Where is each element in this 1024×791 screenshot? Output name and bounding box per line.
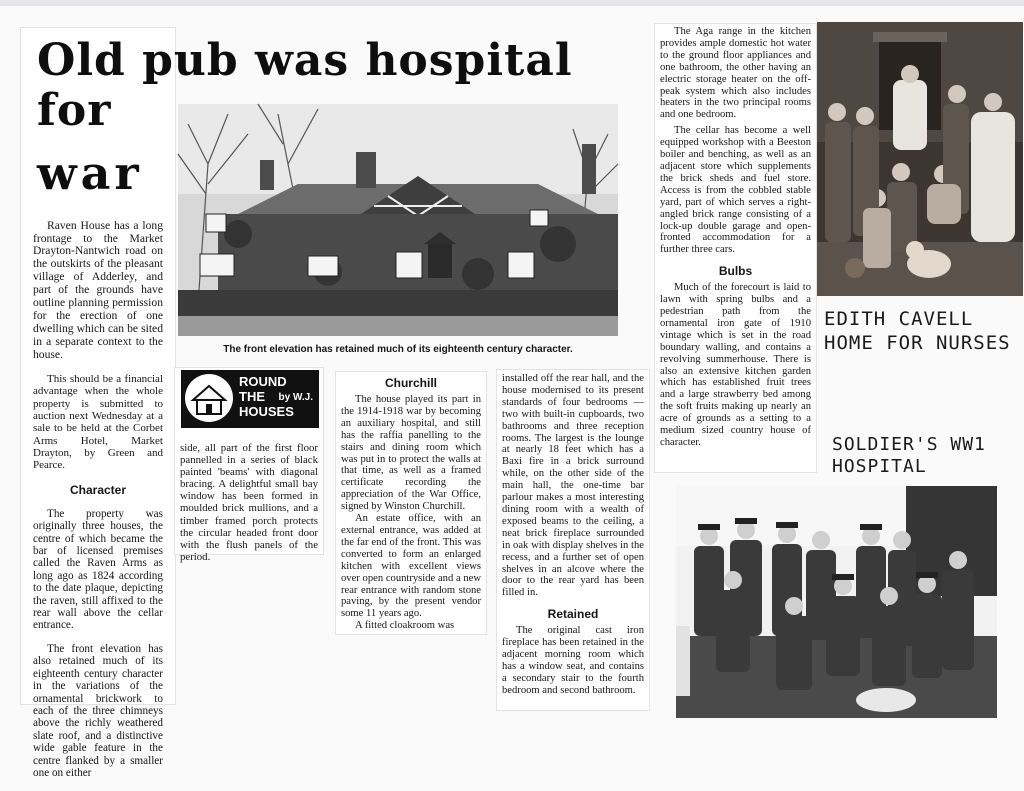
soldiers-group-illustration <box>676 486 997 718</box>
nurses-group-illustration <box>817 22 1023 296</box>
house-photo-caption: The front elevation has retained much of its eighteenth century character. <box>223 344 573 355</box>
churchill-heading: Churchill <box>384 376 437 390</box>
round-houses-masthead <box>181 370 319 428</box>
right-paragraph-2: The cellar has become a well equipped workshop with a Beeston boiler and benching, as well as an adjacent store which supplements the brick sheds and fuel store. Access is from the cobbled stable yard, part of which serves a right-angled brick range consisting of a lock-up double garage and open-fronted accommodation for a further three cars. <box>660 125 811 256</box>
middle-paragraph-2: The original cast iron fireplace has been retained in the adjacent morning room which has a window seat, and contains a secondary stair to the fourth bedroom and second bathroom. <box>502 625 644 696</box>
right-paragraph-1: The Aga range in the kitchen provides ample domestic hot water to the ground floor appliances and one bathroom, the other having an electric storage heater on the off-peak system which also includes heaters in the two principal rooms and one bedroom. <box>660 26 811 121</box>
left-column-text <box>33 208 163 791</box>
round-houses-title-1: ROUND <box>239 374 287 389</box>
bulbs-heading: Bulbs <box>718 264 753 279</box>
round-houses-byline: by W.J. <box>278 392 313 403</box>
left-paragraph-3: The property was originally three houses, the centre of which became the bar of licensed premises called the Raven Arms as long ago as 1824 according to the date plaque, depicting the raven, still affixed to the rear wall above the cellar entrance. <box>33 507 163 632</box>
note-soldiers-line-2: HOSPITAL <box>832 456 927 477</box>
left-paragraph-1: Raven House has a long frontage to the Market Drayton-Nantwich road on the outskirts of the pleasant village of Adderley, and part of the grounds have outline planning permission for the erection of one dwelling which can be sited in a separate context to the house. <box>33 218 163 361</box>
headline-line-2: for <box>37 85 112 136</box>
retained-heading: Retained <box>547 607 599 622</box>
soldiers-photo <box>676 486 997 718</box>
headline-line-3: war <box>37 146 143 200</box>
round-houses-title-2: THE <box>239 389 265 404</box>
right-column-clipping <box>655 24 816 472</box>
round-houses-clipping <box>175 368 323 563</box>
right-paragraph-3: Much of the forecourt is laid to lawn with spring bulbs and a pedestrian path from the ornamental iron gate of 1910 vintage which is set in the road boundary walling, and contains a revolving summerhouse. There is also an extensive kitchen garden which has established fruit trees and a large strawberry bed among the soft fruits making up nearly an acre of grounds as a setting to a medium sized country house of character. <box>660 282 811 448</box>
house-photo <box>178 104 618 336</box>
house-logo-icon <box>185 374 233 422</box>
middle-paragraph-1: installed off the rear hall, and the house modernised to its present standards of four bedrooms — two with built-in cupboards, two bathrooms and three reception rooms. The largest is the lounge at nearly 18 feet which has a Baxi fire in a brick surround while, on the other side of the main hall, the one-time bar parlour makes a most interesting dining room with a wealth of exposed beams to the ceiling, a neat brick fireplace surrounded in oak with display shelves in the recess, and a further set of open shelves in an alcove where the door to the rear yard has been filled in. <box>502 373 644 599</box>
note-nurses-line-2: HOME FOR NURSES <box>824 332 1011 354</box>
note-soldiers-line-1: SOLDIER'S WW1 <box>832 434 986 455</box>
handwritten-note-soldiers <box>832 434 1022 478</box>
churchill-paragraph-3: A fitted cloakroom was <box>355 620 455 632</box>
churchill-clipping <box>336 372 486 634</box>
left-paragraph-2: This should be a financial advantage when the whole property is submitted to auction next Wednesday at a sale to be held at the Corbet Arms Hotel, Market Drayton, by Green and Pearce. <box>33 373 163 472</box>
nurses-photo <box>817 22 1023 296</box>
house-illustration <box>178 104 618 336</box>
churchill-paragraph-1: The house played its part in the 1914-1918 war by becoming an auxiliary hospital, and still has the raffia panelling to the stairs and dining room which was put in to protect the walls at that time, as well as a framed certificate recording the appreciation of the War Office, signed by Winston Churchill. <box>341 394 481 513</box>
churchill-paragraph-2: An estate office, with an external entrance, was added at the far end of the front. This was converted to form an enlarged kitchen with excellent views over open countryside and a new rear entrance with random stone paving, by the present vendor some 11 years ago. <box>341 513 481 620</box>
round-houses-paragraph: side, all part of the first floor pannelled in a series of black painted 'beams' with diagonal bracing. A delightful small bay window has been formed in moulded brick mullions, and a timber framed porch protects the circular headed front door with the flush panels of the period. <box>180 442 318 563</box>
note-nurses-line-1: EDITH CAVELL <box>824 308 974 330</box>
character-heading: Character <box>69 482 127 497</box>
round-houses-title-3: HOUSES <box>239 404 294 419</box>
handwritten-note-nurses <box>824 308 1024 354</box>
page-top-edge <box>0 0 1024 6</box>
headline-line-1: Old pub was hospital <box>37 35 573 86</box>
left-paragraph-4: The front elevation has also retained much of its eighteenth century character in the variations of the ornamental brickwork to each of the three chimneys above the richly weathered slate roof, and a distinctive wide gable feature in the centre flanked by a smaller one on either <box>33 642 163 780</box>
middle-column-clipping <box>497 370 649 710</box>
